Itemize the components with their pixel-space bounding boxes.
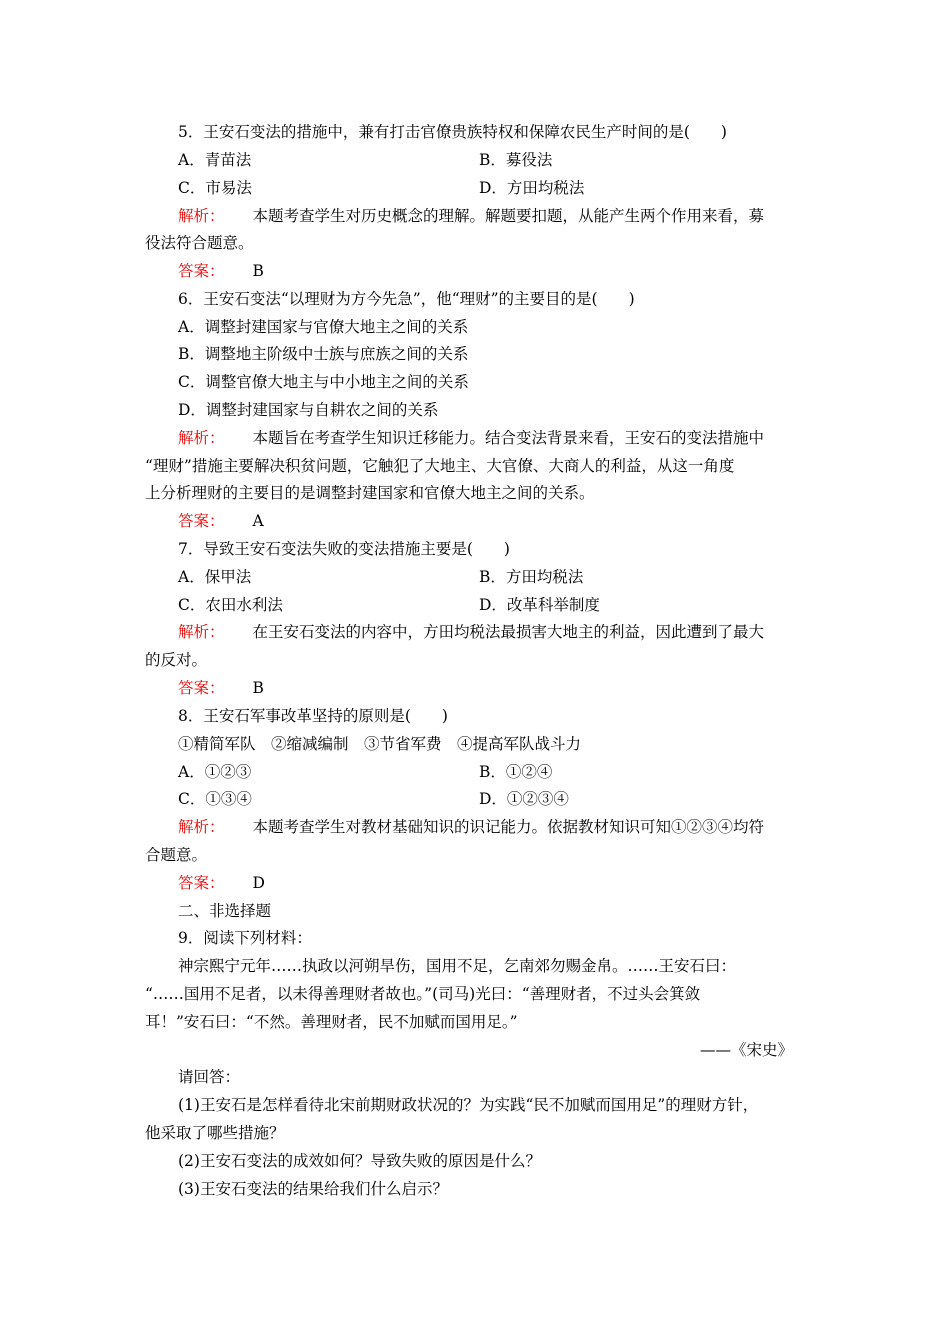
answer-value: D xyxy=(252,874,265,892)
q8-option-a: A．①②③ xyxy=(178,763,252,781)
q7-option-b: B．方田均税法 xyxy=(479,568,584,586)
q9-sub1: (1)王安石是怎样看待北宋前期财政状况的？为实践“民不加赋而国用足”的理财方针， xyxy=(178,1096,759,1114)
q9-material-1: 神宗熙宁元年……执政以河朔旱伤，国用不足，乞南郊勿赐金帛。……王安石曰： xyxy=(178,957,737,975)
analysis-text: 本题考查学生对历史概念的理解。解题要扣题，从能产生两个作用来看，募 xyxy=(252,207,765,225)
answer-label: 答案： xyxy=(178,512,225,530)
q5-option-b: B．募役法 xyxy=(479,151,553,169)
q9-sub1-cont: 他采取了哪些措施？ xyxy=(145,1124,285,1142)
answer-label: 答案： xyxy=(178,679,225,697)
q9-sub3: (3)王安石变法的结果给我们什么启示？ xyxy=(178,1180,448,1198)
answer-label: 答案： xyxy=(178,874,225,892)
q7-analysis-cont: 的反对。 xyxy=(145,651,208,669)
q8-answer xyxy=(178,873,265,893)
q6-option-d: D．调整封建国家与自耕农之间的关系 xyxy=(178,401,439,419)
q6-analysis-cont-2: 上分析理财的主要目的是调整封建国家和官僚大地主之间的关系。 xyxy=(145,484,595,502)
q9-material-3: 耳！”安石曰：“不然。善理财者，民不加赋而国用足。” xyxy=(145,1013,518,1031)
q9-prompt: 请回答： xyxy=(178,1068,241,1086)
analysis-text: 在王安石变法的内容中，方田均税法最损害大地主的利益，因此遭到了最大 xyxy=(252,623,765,641)
q5-analysis xyxy=(178,206,764,226)
q5-analysis-cont: 役法符合题意。 xyxy=(145,234,254,252)
answer-label: 答案： xyxy=(178,262,225,280)
q5-option-c: C．市易法 xyxy=(178,179,252,197)
q5-answer xyxy=(178,261,264,281)
q8-stem: 8．王安石军事改革坚持的原则是( ) xyxy=(178,707,448,725)
q9-material-2: “……国用不足者，以未得善理财者故也。”(司马)光曰：“善理财者，不过头会箕敛 xyxy=(145,985,701,1003)
analysis-label: 解析： xyxy=(178,207,225,225)
q6-answer xyxy=(178,511,264,531)
q9-sub2: (2)王安石变法的成效如何？导致失败的原因是什么？ xyxy=(178,1152,541,1170)
q5-option-a: A．青苗法 xyxy=(178,151,252,169)
q7-stem: 7．导致王安石变法失败的变法措施主要是( ) xyxy=(178,540,510,558)
q9-source: ——《宋史》 xyxy=(700,1041,794,1059)
analysis-label: 解析： xyxy=(178,429,225,447)
q6-analysis-cont-1: “理财”措施主要解决积贫问题，它触犯了大地主、大官僚、大商人的利益，从这一角度 xyxy=(145,457,735,475)
q7-answer xyxy=(178,678,264,698)
q9-stem: 9．阅读下列材料： xyxy=(178,929,312,947)
q5-stem: 5．王安石变法的措施中，兼有打击官僚贵族特权和保障农民生产时间的是( ) xyxy=(178,123,727,141)
q7-analysis xyxy=(178,622,764,642)
q6-stem: 6．王安石变法“以理财为方今先急”，他“理财”的主要目的是( ) xyxy=(178,290,635,308)
analysis-label: 解析： xyxy=(178,818,225,836)
analysis-label: 解析： xyxy=(178,623,225,641)
q6-option-a: A．调整封建国家与官僚大地主之间的关系 xyxy=(178,318,469,336)
q8-option-b: B．①②④ xyxy=(479,763,553,781)
section-heading: 二、非选择题 xyxy=(178,902,272,920)
q6-analysis xyxy=(178,428,764,448)
q7-option-a: A．保甲法 xyxy=(178,568,252,586)
q8-items: ①精简军队 ②缩减编制 ③节省军费 ④提高军队战斗力 xyxy=(178,735,582,753)
answer-value: A xyxy=(252,512,264,530)
q6-option-b: B．调整地主阶级中士族与庶族之间的关系 xyxy=(178,345,469,363)
q8-option-c: C．①③④ xyxy=(178,790,252,808)
answer-value: B xyxy=(252,679,264,697)
q7-option-c: C．农田水利法 xyxy=(178,596,283,614)
answer-value: B xyxy=(252,262,264,280)
q8-analysis-cont: 合题意。 xyxy=(145,846,208,864)
q8-option-d: D．①②③④ xyxy=(479,790,569,808)
q7-option-d: D．改革科举制度 xyxy=(479,596,600,614)
analysis-text: 本题旨在考查学生知识迁移能力。结合变法背景来看，王安石的变法措施中 xyxy=(252,429,765,447)
analysis-text: 本题考查学生对教材基础知识的识记能力。依据教材知识可知①②③④均符 xyxy=(252,818,765,836)
q8-analysis xyxy=(178,817,764,837)
q5-option-d: D．方田均税法 xyxy=(479,179,585,197)
q6-option-c: C．调整官僚大地主与中小地主之间的关系 xyxy=(178,373,469,391)
